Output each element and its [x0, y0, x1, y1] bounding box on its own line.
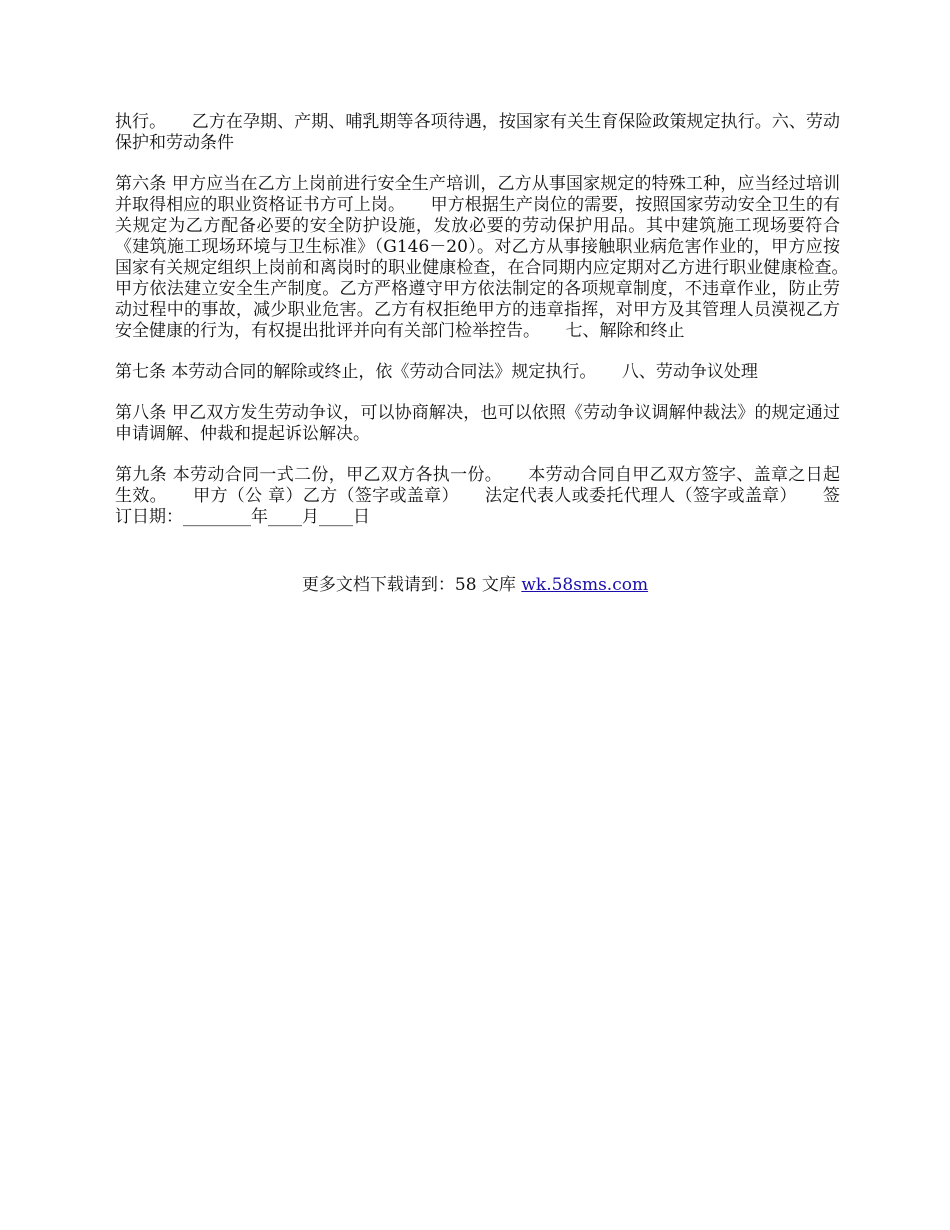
paragraph-article-9: 第九条 本劳动合同一式二份，甲乙双方各执一份。 本劳动合同自甲乙双方签字、盖章之日起生效。 甲方（公 章）乙方（签字或盖章） 法定代表人或委托代理人（签字或盖章） 签订日期：________年____月____日	[115, 465, 840, 527]
document-body	[115, 112, 874, 548]
footer-link[interactable]: wk.58sms.com	[521, 575, 649, 595]
paragraph-article-7: 第七条 本劳动合同的解除或终止，依《劳动合同法》规定执行。 八、劳动争议处理	[115, 362, 758, 382]
footer-prefix: 更多文档下载请到：58 文库	[301, 575, 522, 595]
download-footer	[0, 575, 950, 596]
paragraph-article-6: 第六条 甲方应当在乙方上岗前进行安全生产培训，乙方从事国家规定的特殊工种，应当经过培训并取得相应的职业资格证书方可上岗。 甲方根据生产岗位的需要，按照国家劳动安全卫生的有关规定为乙方配备必要的安全防护设施，发放必要的劳动保护用品。其中建筑施工现场要符合《建筑施工现场环境与卫生标准》（G146－20）。对乙方从事接触职业病危害作业的，甲方应按国家有关规定组织上岗前和离岗时的职业健康检查，在合同期内应定期对乙方进行职业健康检查。 甲方依法建立安全生产制度。乙方严格遵守甲方依法制定的各项规章制度，不违章作业，防止劳动过程中的事故，减少职业危害。乙方有权拒绝甲方的违章指挥，对甲方及其管理人员漠视乙方安全健康的行为，有权提出批评并向有关部门检举控告。 七、解除和终止	[115, 174, 874, 341]
paragraph-maternity: 执行。 乙方在孕期、产期、哺乳期等各项待遇，按国家有关生育保险政策规定执行。六、劳动保护和劳动条件	[115, 112, 840, 153]
paragraph-article-8: 第八条 甲乙双方发生劳动争议，可以协商解决，也可以依照《劳动争议调解仲裁法》的规定通过申请调解、仲裁和提起诉讼解决。	[115, 403, 840, 444]
